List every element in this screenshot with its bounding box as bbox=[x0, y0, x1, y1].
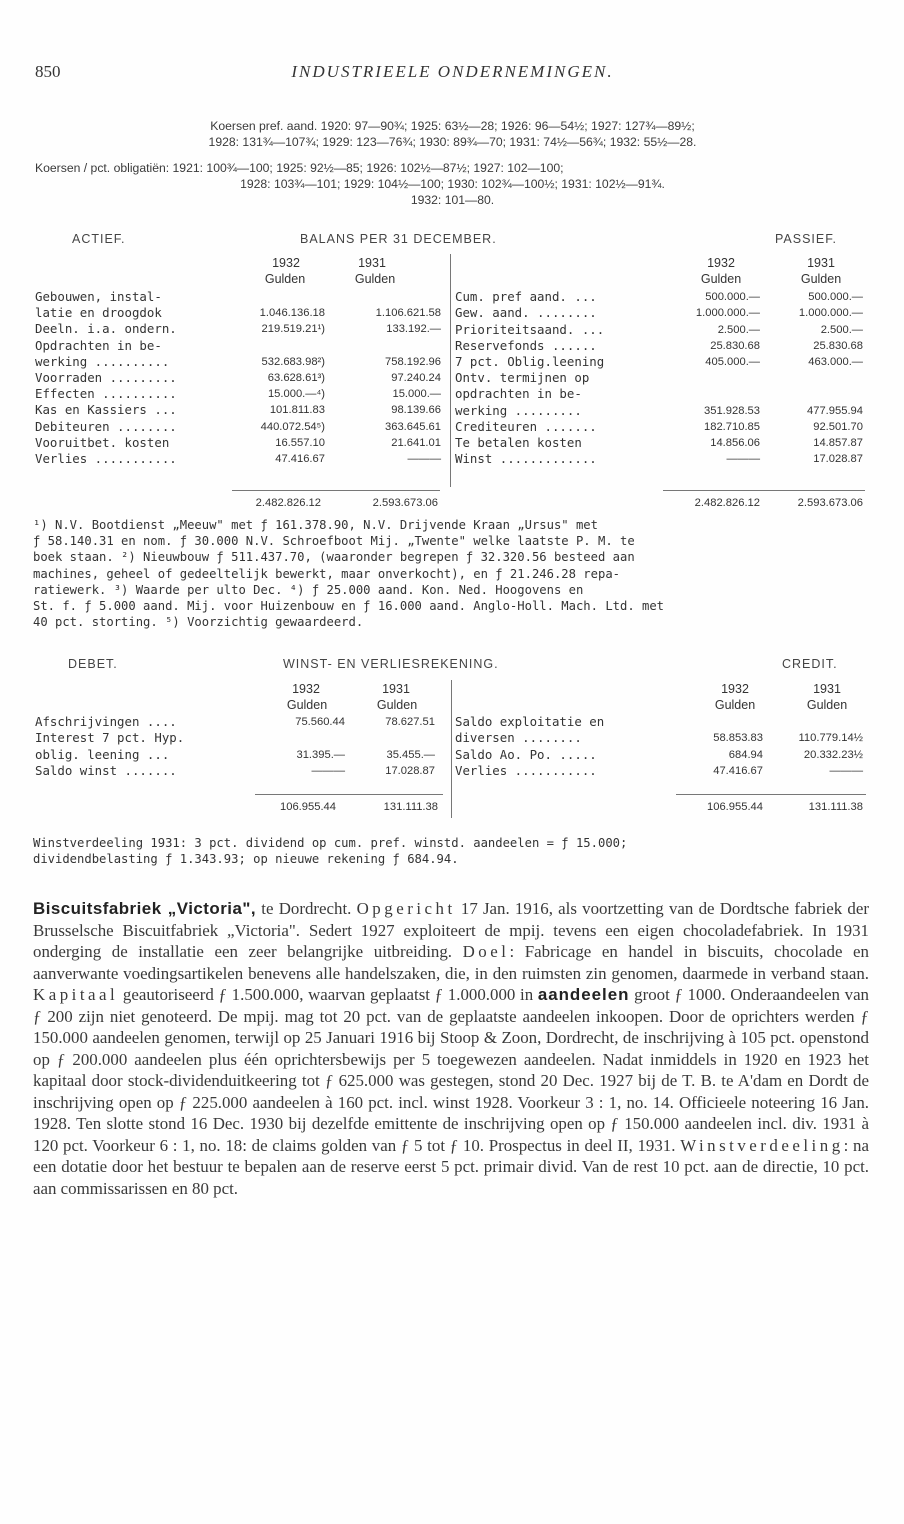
table-row: oblig. leening ... 31.395.— 35.455.— bbox=[35, 746, 435, 762]
pref-quotes-line-1: Koersen pref. aand. 1920: 97—90¾; 1925: 63½—28; 1926: 96—54½; 1927: 127¾—89½; bbox=[210, 119, 695, 133]
oblig-quotes-line-2: 1928: 103¾—101; 1929: 104½—100; 1930: 102¾—100½; 1931: 102½—91¾. bbox=[240, 177, 665, 191]
table-row: Effecten .......... 15.000.—⁴) 15.000.— bbox=[35, 386, 441, 402]
debet-col-unit-1: Gulden bbox=[286, 698, 328, 712]
debet-col-unit-2: Gulden bbox=[376, 698, 418, 712]
table-row: Afschrijvingen .... 75.560.44 78.627.51 bbox=[35, 714, 435, 730]
actief-col-1932: 1932 bbox=[272, 256, 300, 270]
table-row: Voorraden ......... 63.628.61³) 97.240.24 bbox=[35, 369, 441, 385]
actief-total-1932: 2.482.826.12 bbox=[255, 497, 321, 509]
debet-col-1932: 1932 bbox=[292, 682, 320, 696]
table-row: latie en droogdok 1.046.136.18 1.106.621.58 bbox=[35, 305, 441, 321]
balance-footnotes bbox=[33, 517, 873, 630]
passief-total-1932: 2.482.826.12 bbox=[694, 497, 760, 509]
passief-col-unit-2: Gulden bbox=[800, 272, 842, 286]
pl-right-title: CREDIT. bbox=[782, 657, 838, 671]
table-row: Ontv. termijnen op bbox=[455, 370, 590, 386]
debet-total-1932: 106.955.44 bbox=[280, 801, 336, 813]
credit-col-unit-1: Gulden bbox=[714, 698, 756, 712]
balance-divider bbox=[450, 254, 451, 487]
debet-col-1931: 1931 bbox=[382, 682, 410, 696]
actief-total-1931: 2.593.673.06 bbox=[372, 497, 438, 509]
table-row: Verlies ........... 47.416.67 ——— bbox=[455, 762, 863, 778]
table-row: Vooruitbet. kosten 16.557.10 21.641.01 bbox=[35, 434, 441, 450]
article-text: 17 Jan. 1916, als voortzetting van de Dordtsche fabriek der Brusselsche Biscuitfabriek „Victoria". Sedert 1927 exploiteert de mpij. tevens een eigen chocoladefabriek. In 1931 onderging de installatie een zeer belangrijke uitbreiding. bbox=[33, 899, 869, 961]
balance-title: BALANS PER 31 DECEMBER. bbox=[300, 232, 497, 246]
table-row bbox=[455, 273, 865, 289]
table-row: werking .......... 532.683.98²) 758.192.96 bbox=[35, 353, 441, 369]
credit-total-rule bbox=[676, 794, 866, 795]
footnote-line: boek staan. ²) Nieuwbouw ƒ 511.437.70, (waaronder begrepen ƒ 32.320.56 besteed aan bbox=[33, 550, 635, 565]
debet-table bbox=[35, 698, 445, 779]
table-row bbox=[35, 698, 445, 714]
table-row: Kas en Kassiers ... 101.811.83 98.139.66 bbox=[35, 402, 441, 418]
company-name: Biscuitsfabriek „Victoria", bbox=[33, 899, 257, 918]
passief-table bbox=[455, 273, 865, 467]
debet-total-1931: 131.111.38 bbox=[383, 801, 438, 813]
debet-total-rule bbox=[255, 794, 443, 795]
winstverdeeling-line: dividendbelasting ƒ 1.343.93; op nieuwe rekening ƒ 684.94. bbox=[33, 852, 459, 867]
credit-col-1932: 1932 bbox=[721, 682, 749, 696]
company-article bbox=[33, 898, 869, 1199]
passief-col-1932: 1932 bbox=[707, 256, 735, 270]
actief-col-unit-2: Gulden bbox=[354, 272, 396, 286]
winstverdeeling-note bbox=[33, 835, 873, 867]
table-row: Prioriteitsaand. ... 2.500.— 2.500.— bbox=[455, 321, 863, 337]
winstverdeeling-line: Winstverdeeling 1931: 3 pct. dividend op cum. pref. winstd. aandeelen = ƒ 15.000; bbox=[33, 836, 628, 850]
passief-total-1931: 2.593.673.06 bbox=[797, 497, 863, 509]
article-text: geautoriseerd ƒ 1.500.000, waarvan geplaatst ƒ 1.000.000 in bbox=[118, 985, 538, 1004]
footnote-line: 40 pct. storting. ⁵) Voorzichtig gewaardeerd. bbox=[33, 615, 364, 630]
pl-divider bbox=[451, 680, 452, 818]
keyword-winstverdeeling: Winstverdeeling bbox=[680, 1135, 844, 1155]
actief-col-unit-1: Gulden bbox=[264, 272, 306, 286]
footnote-line: ¹) N.V. Bootdienst „Meeuw" met ƒ 161.378.90, N.V. Drijvende Kraan „Ursus" met bbox=[33, 518, 598, 532]
pl-title: WINST- EN VERLIESREKENING. bbox=[283, 657, 499, 671]
balance-right-title: PASSIEF. bbox=[775, 232, 837, 246]
oblig-quotes-line-3: 1932: 101—80. bbox=[410, 193, 495, 207]
credit-col-1931: 1931 bbox=[813, 682, 841, 696]
table-row: Opdrachten in be- bbox=[35, 337, 162, 353]
table-row: Saldo exploitatie en bbox=[455, 714, 605, 730]
actief-table bbox=[35, 289, 445, 467]
table-row: Winst ............. ——— 17.028.87 bbox=[455, 451, 863, 467]
article-text: : na een dotatie door het bestuur te bepalen aan de reserve eerst 5 pct. primair divid. Van de rest 10 pct. aan de directie, 10 pct. aan commissarissen en 80 pct. bbox=[33, 1135, 869, 1198]
running-title: INDUSTRIEELE ONDERNEMINGEN. bbox=[291, 62, 614, 81]
table-row: Saldo winst ....... ——— 17.028.87 bbox=[35, 762, 435, 778]
table-row: Gebouwen, instal- bbox=[35, 289, 162, 304]
keyword-aandeelen: aandeelen bbox=[537, 985, 630, 1004]
oblig-quotes-line-1: Koersen / pct. obligatiën: 1921: 100¾—100; 1925: 92½—85; 1926: 102½—87½; 1927: 102—100; bbox=[35, 161, 564, 175]
page-header bbox=[35, 62, 870, 86]
table-row: diversen ........ 58.853.83 110.779.14½ bbox=[455, 730, 863, 746]
article-text: : Fabricage en handel in biscuits, chocolade en aanverwante voedingsartikelen benevens alle handelszaken, die, in den ruimsten zin genomen, daarmede in verband staan. bbox=[33, 942, 869, 983]
passief-total-rule bbox=[663, 490, 865, 491]
pl-left-title: DEBET. bbox=[68, 657, 118, 671]
pref-quotes-line-2: 1928: 131¾—107¾; 1929: 123—76¾; 1930: 89¾—70; 1931: 74½—56¾; 1932: 55½—28. bbox=[208, 135, 697, 149]
table-row: Verlies ........... 47.416.67 ——— bbox=[35, 450, 441, 466]
actief-col-1931: 1931 bbox=[358, 256, 386, 270]
credit-table bbox=[455, 698, 865, 779]
article-text: groot ƒ 1000. Onderaandeelen van ƒ 200 zijn niet genoteerd. De mpij. mag tot 20 pct. van de geplaatste aandeelen inkoopen. Door de oprichters werden ƒ 150.000 aandeelen genomen, terwijl op 25 Januari 1916 bij Stoop & Zoon, Dordrecht, de inschrijving à 105 pct. openstond op ƒ 200.000 aandeelen plus één oprichtersbewijs per 5 toegewezen aandeelen. Nadat inmiddels in 1920 en 1923 het kapitaal door stock-dividenduitkeering tot ƒ 625.000 was gestegen, stond 20 Dec. 1927 bij de T. B. te A'dam en Dordt de inschrijving open op ƒ 225.000 aandeelen à 160 pct. incl. winst 1928. Voorkeur 3 : 1, no. 14. Officieele noteering 16 Jan. 1928. Ten slotte stond 16 Dec. 1930 bij dezelfde emittente de inschrijving open op ƒ 150.000 aandeelen incl. div. 1931 à 120 pct. Voorkeur 6 : 1, no. 18: de claims golden van ƒ 5 tot ƒ 10. Prospectus in deel II, 1931. bbox=[33, 985, 870, 1155]
table-row: Gew. aand. ........ 1.000.000.— 1.000.000.— bbox=[455, 305, 863, 321]
table-row: opdrachten in be- bbox=[455, 386, 582, 402]
credit-col-unit-2: Gulden bbox=[806, 698, 848, 712]
footnote-line: machines, geheel of gedeeltelijk bewerkt, maar onverkocht), en ƒ 21.246.28 repa- bbox=[33, 566, 620, 581]
footnote-line: ƒ 58.140.31 en nom. ƒ 30.000 N.V. Schroefboot Mij. „Twente" welke laatste P. M. te bbox=[33, 534, 635, 549]
footnote-line: St. f. ƒ 5.000 aand. Mij. voor Huizenbouw en ƒ 16.000 aand. Anglo-Holl. Mach. Ltd. met bbox=[33, 599, 665, 614]
table-row: Crediteuren ....... 182.710.85 92.501.70 bbox=[455, 418, 863, 434]
footnote-line: ratiewerk. ³) Waarde per ulto Dec. ⁴) ƒ 25.000 aand. Kon. Ned. Hoogovens en bbox=[33, 582, 584, 597]
credit-total-1932: 106.955.44 bbox=[707, 801, 763, 813]
credit-total-1931: 131.111.38 bbox=[808, 801, 863, 813]
passief-col-1931: 1931 bbox=[807, 256, 835, 270]
table-row: Interest 7 pct. Hyp. bbox=[35, 730, 185, 746]
article-text: te Dordrecht. bbox=[256, 899, 357, 918]
table-row: Saldo Ao. Po. ..... 684.94 20.332.23½ bbox=[455, 746, 863, 762]
table-row: Deeln. i.a. ondern. 219.519.21¹) 133.192.— bbox=[35, 321, 441, 337]
table-row: Cum. pref aand. ... 500.000.— 500.000.— bbox=[455, 289, 863, 305]
keyword-doel: Doel bbox=[462, 942, 510, 961]
passief-col-unit-1: Gulden bbox=[700, 272, 742, 286]
keyword-kapitaal: Kapitaal bbox=[33, 985, 119, 1004]
table-row: 7 pct. Oblig.leening 405.000.— 463.000.— bbox=[455, 353, 863, 369]
actief-total-rule bbox=[232, 490, 440, 491]
table-row bbox=[455, 698, 865, 714]
table-row: Reservefonds ...... 25.830.68 25.830.68 bbox=[455, 337, 863, 353]
table-row: werking ......... 351.928.53 477.955.94 bbox=[455, 402, 863, 418]
balance-left-title: ACTIEF. bbox=[72, 232, 126, 246]
keyword-opgericht: Opgericht bbox=[356, 899, 456, 918]
table-row: Te betalen kosten 14.856.06 14.857.87 bbox=[455, 434, 863, 450]
table-row: Debiteuren ........ 440.072.54⁵) 363.645.61 bbox=[35, 418, 441, 434]
page-number: 850 bbox=[35, 62, 61, 81]
